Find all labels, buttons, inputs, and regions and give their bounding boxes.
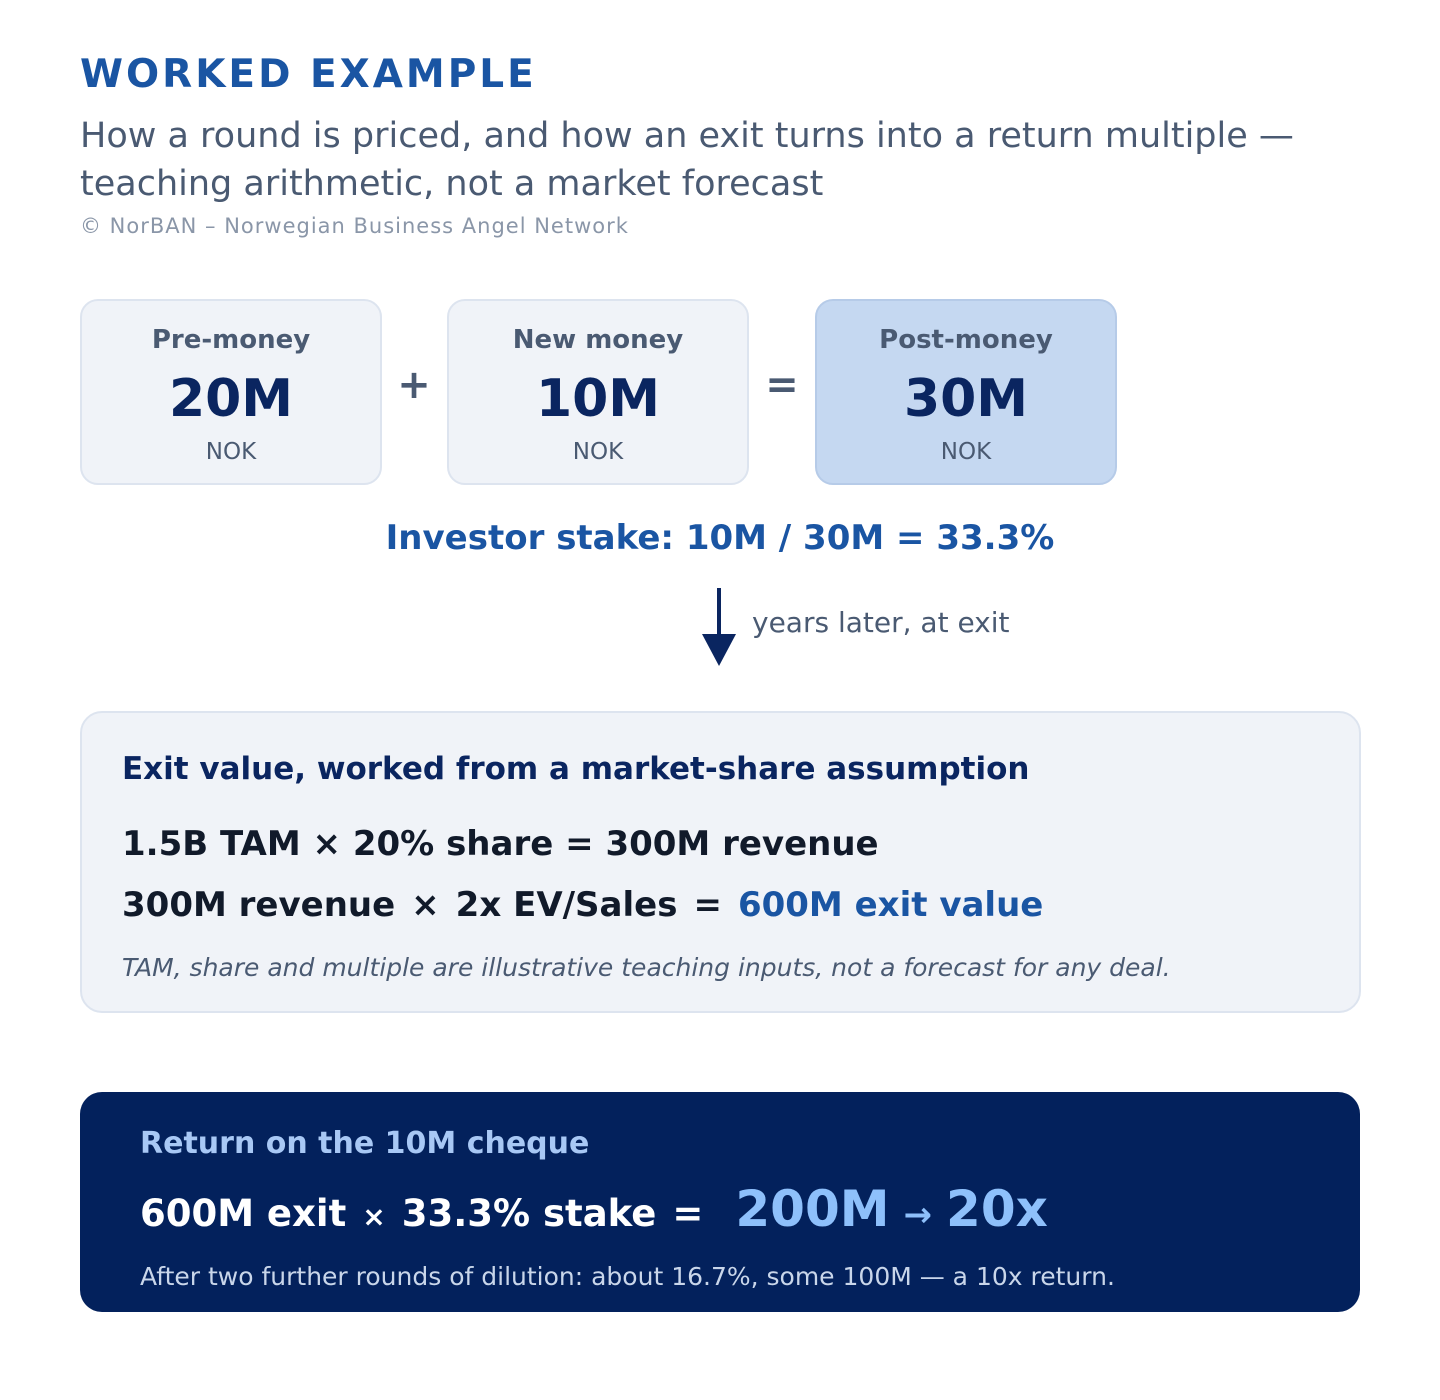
exit-disclaimer: TAM, share and multiple are illustrative teaching inputs, not a forecast for any deal. xyxy=(122,953,1171,982)
pre-money-value: 20M xyxy=(168,369,294,429)
investor-stake: Investor stake: 10M / 30M = 33.3% xyxy=(385,518,1055,558)
exit-equation-equals: = xyxy=(693,885,722,925)
exit-equation-times: × xyxy=(411,885,440,925)
exit-title: Exit value, worked from a market-share assumption xyxy=(122,751,1030,787)
post-money-card xyxy=(815,299,1117,485)
return-panel xyxy=(80,1092,1360,1312)
return-equation xyxy=(140,1180,1048,1244)
new-money-value: 10M xyxy=(535,369,661,429)
return-exit-term: 600M exit xyxy=(140,1192,347,1235)
new-money-unit: NOK xyxy=(572,439,624,465)
right-arrow-icon: → xyxy=(903,1195,933,1235)
plus-operator: + xyxy=(397,362,431,408)
eyebrow-heading: WORKED EXAMPLE xyxy=(80,52,537,97)
post-money-unit: NOK xyxy=(940,439,992,465)
exit-value-panel xyxy=(80,711,1361,1013)
exit-equation-revenue: 300M revenue xyxy=(122,885,396,925)
return-times: × xyxy=(362,1200,386,1233)
exit-equation-multiple: 2x EV/Sales xyxy=(455,885,678,925)
dilution-footnote: After two further rounds of dilution: about 16.7%, some 100M — a 10x return. xyxy=(140,1262,1115,1291)
pre-money-unit: NOK xyxy=(205,439,257,465)
transition-text: years later, at exit xyxy=(752,606,1010,639)
return-stake-term: 33.3% stake xyxy=(401,1192,657,1235)
post-money-value: 30M xyxy=(903,369,1029,429)
return-title: Return on the 10M cheque xyxy=(140,1126,590,1161)
return-equals: = xyxy=(672,1192,704,1235)
pre-money-card xyxy=(80,299,382,485)
down-arrow-head-icon xyxy=(702,634,736,666)
credit-line: © NorBAN – Norwegian Business Angel Network xyxy=(80,214,629,238)
pre-money-label: Pre-money xyxy=(151,325,311,355)
exit-equation-result: 600M exit value xyxy=(737,885,1044,925)
revenue-equation: 1.5B TAM × 20% share = 300M revenue xyxy=(122,824,879,864)
page-subtitle: How a round is priced, and how an exit turns into a return multiple — teaching arithmetic, not a market forecast xyxy=(80,116,1294,204)
post-money-label: Post-money xyxy=(879,325,1053,355)
return-multiple: 20x xyxy=(946,1180,1048,1238)
return-result: 200M xyxy=(735,1180,890,1238)
exit-equation xyxy=(122,885,1043,925)
new-money-card xyxy=(447,299,749,485)
new-money-label: New money xyxy=(512,325,684,355)
equals-operator: = xyxy=(765,362,799,408)
down-arrow-icon xyxy=(717,588,721,638)
